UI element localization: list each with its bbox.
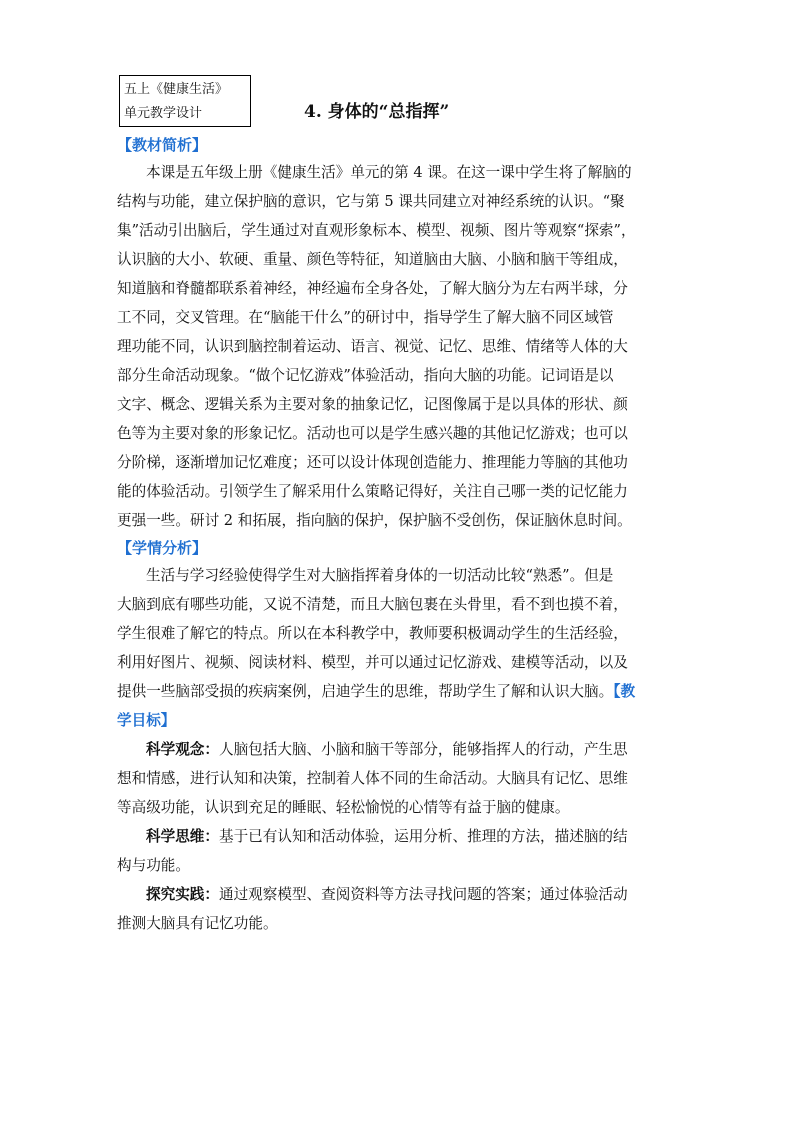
paragraph-line: 想和情感，进行认知和决策，控制着人体不同的生命活动。大脑具有记忆、思维 xyxy=(117,770,628,787)
paragraph-line: 等高级功能，认识到充足的睡眠、轻松愉悦的心情等有益于脑的健康。 xyxy=(117,799,570,816)
learner-analysis-paragraph xyxy=(117,561,697,735)
paragraph-line: 生活与学习经验使得学生对大脑指挥着身体的一切活动比较“熟悉”。但是 xyxy=(146,567,614,584)
paragraph-text: 基于已有认知和活动体验，运用分析、推理的方法，描述脑的结 xyxy=(218,828,628,845)
paragraph-text: 提供一些脑部受损的疾病案例，启迪学生的思维，帮助学生了解和认识大脑。 xyxy=(117,683,614,700)
unit-label-box xyxy=(119,75,251,127)
paragraph-line: 工不同，交叉管理。在“脑能干什么”的研讨中，指导学生了解大脑不同区域管 xyxy=(117,309,614,326)
paragraph-text: 人脑包括大脑、小脑和脑干等部分，能够指挥人的行动，产生思 xyxy=(218,741,628,758)
paragraph-line: 部分生命活动现象。“做个记忆游戏”体验活动，指向大脑的功能。记词语是以 xyxy=(117,367,614,384)
paragraph-line: 构与功能。 xyxy=(117,857,190,874)
paragraph-line: 学生很难了解它的特点。所以在本科教学中，教师要积极调动学生的生活经验， xyxy=(117,625,628,642)
lesson-title: 4. 身体的“总指挥” xyxy=(304,102,450,122)
goal-term: 科学观念： xyxy=(146,741,219,758)
goal-inquiry-practice xyxy=(117,880,697,938)
paragraph-line: 集”活动引出脑后，学生通过对直观形象标本、模型、视频、图片等观察“探索”， xyxy=(117,222,636,239)
paragraph-text: 通过观察模型、查阅资料等方法寻找问题的答案；通过体验活动 xyxy=(218,886,628,903)
paragraph-line: 色等为主要对象的形象记忆。活动也可以是学生感兴趣的其他记忆游戏；也可以 xyxy=(117,425,628,442)
section-heading-learner-analysis: 【学情分析】 xyxy=(117,539,208,557)
paragraph-line xyxy=(117,822,697,851)
goal-term: 科学思维： xyxy=(146,828,219,845)
document-body xyxy=(117,132,697,938)
textbook-analysis-paragraph xyxy=(117,158,697,535)
section-heading-textbook-analysis: 【教材简析】 xyxy=(117,136,208,154)
section-heading-goals-part1: 【教 xyxy=(613,683,636,700)
paragraph-line: 大脑到底有哪些功能，又说不清楚，而且大脑包裹在头骨里，看不到也摸不着， xyxy=(117,596,628,613)
paragraph-line xyxy=(117,677,697,706)
paragraph-line: 利用好图片、视频、阅读材料、模型，并可以通过记忆游戏、建模等活动，以及 xyxy=(117,654,628,671)
paragraph-line: 文字、概念、逻辑关系为主要对象的抽象记忆，记图像属于是以具体的形状、颜 xyxy=(117,396,628,413)
paragraph-line: 理功能不同，认识到脑控制着运动、语言、视觉、记忆、思维、情绪等人体的大 xyxy=(117,338,628,355)
section-heading-goals-part2: 学目标】 xyxy=(117,712,176,729)
paragraph-line xyxy=(117,880,697,909)
paragraph-line: 本课是五年级上册《健康生活》单元的第 4 课。在这一课中学生将了解脑的 xyxy=(146,164,632,181)
goal-term: 探究实践： xyxy=(146,886,219,903)
goal-science-concept xyxy=(117,735,697,822)
unit-label-line1: 五上《健康生活》 xyxy=(124,82,229,97)
goal-science-thinking xyxy=(117,822,697,880)
paragraph-line xyxy=(117,735,697,764)
paragraph-line: 分阶梯，逐渐增加记忆难度；还可以设计体现创造能力、推理能力等脑的其他功 xyxy=(117,454,628,471)
paragraph-line: 结构与功能，建立保护脑的意识，它与第 5 课共同建立对神经系统的认识。“聚 xyxy=(117,193,625,210)
paragraph-line: 更强一些。研讨 2 和拓展，指向脑的保护，保护脑不受创伤，保证脑休息时间。 xyxy=(117,512,632,529)
paragraph-line: 认识脑的大小、软硬、重量、颜色等特征，知道脑由大脑、小脑和脑干等组成， xyxy=(117,251,628,268)
paragraph-line: 知道脑和脊髓都联系着神经，神经遍布全身各处，了解大脑分为左右两半球，分 xyxy=(117,280,628,297)
paragraph-line: 推测大脑具有记忆功能。 xyxy=(117,915,278,932)
paragraph-line: 能的体验活动。引领学生了解采用什么策略记得好，关注自己哪一类的记忆能力 xyxy=(117,483,628,500)
unit-label-line2: 单元教学设计 xyxy=(124,106,203,121)
